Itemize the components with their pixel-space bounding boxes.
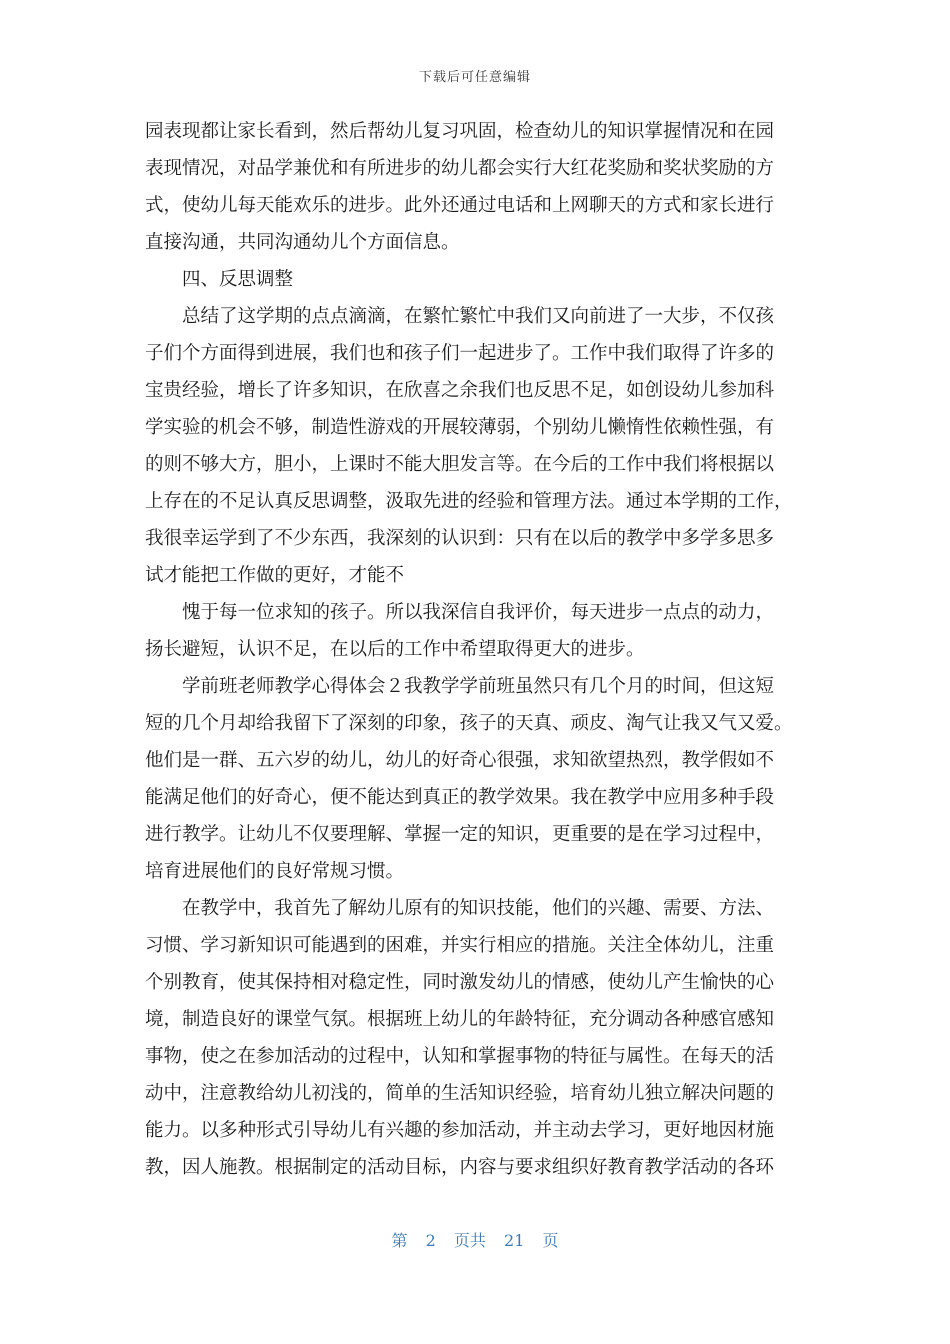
text-line: 教，因人施教。根据制定的活动目标，内容与要求组织好教育教学活动的各环	[145, 1157, 775, 1178]
text-line: 总结了这学期的点点滴滴，在繁忙繁忙中我们又向前进了一大步，不仅孩	[182, 306, 775, 327]
text-line: 上存在的不足认真反思调整，汲取先进的经验和管理方法。通过本学期的工作，	[145, 491, 793, 512]
text-line: 宝贵经验，增长了许多知识，在欣喜之余我们也反思不足，如创设幼儿参加科	[145, 380, 775, 401]
text-line: 境，制造良好的课堂气氛。根据班上幼儿的年龄特征，充分调动各种感官感知	[145, 1009, 775, 1030]
footer-total-pages: 21	[504, 1231, 525, 1250]
text-line: 的则不够大方，胆小，上课时不能大胆发言等。在今后的工作中我们将根据以	[145, 454, 775, 475]
text-line: 表现情况，对品学兼优和有所进步的幼儿都会实行大红花奖励和奖状奖励的方	[145, 158, 775, 179]
text-line: 园表现都让家长看到，然后帮幼儿复习巩固，检查幼儿的知识掌握情况和在园	[145, 121, 775, 142]
footer-di: 第	[391, 1231, 408, 1250]
text-line: 四、反思调整	[182, 269, 294, 290]
page-footer	[0, 1228, 950, 1251]
text-line: 试才能把工作做的更好，才能不	[145, 565, 405, 586]
text-line: 事物，使之在参加活动的过程中，认知和掌握事物的特征与属性。在每天的活	[145, 1046, 775, 1067]
page-header: 下载后可任意编辑	[418, 70, 531, 85]
text-line: 式，使幼儿每天能欢乐的进步。此外还通过电话和上网聊天的方式和家长进行	[145, 195, 775, 216]
text-line: 子们个方面得到进展，我们也和孩子们一起进步了。工作中我们取得了许多的	[145, 343, 775, 364]
text-line: 愧于每一位求知的孩子。所以我深信自我评价，每天进步一点点的动力，	[182, 602, 775, 623]
text-line: 短的几个月却给我留下了深刻的印象，孩子的天真、顽皮、淘气让我又气又爱。	[145, 713, 793, 734]
text-line: 培育进展他们的良好常规习惯。	[145, 861, 405, 882]
text-line: 习惯、学习新知识可能遇到的困难，并实行相应的措施。关注全体幼儿，注重	[145, 935, 775, 956]
text-line: 我很幸运学到了不少东西，我深刻的认识到：只有在以后的教学中多学多思多	[145, 528, 775, 549]
text-line: 学前班老师教学心得体会２我教学学前班虽然只有几个月的时间，但这短	[182, 676, 775, 697]
text-line: 能满足他们的好奇心，便不能达到真正的教学效果。我在教学中应用多种手段	[145, 787, 775, 808]
text-line: 学实验的机会不够，制造性游戏的开展较薄弱，个别幼儿懒惰性依赖性强，有	[145, 417, 775, 438]
document-body	[145, 113, 809, 1186]
text-line: 动中，注意教给幼儿初浅的，简单的生活知识经验，培育幼儿独立解决问题的	[145, 1083, 775, 1104]
text-line: 能力。以多种形式引导幼儿有兴趣的参加活动，并主动去学习，更好地因材施	[145, 1120, 775, 1141]
text-line: 直接沟通，共同沟通幼儿个方面信息。	[145, 232, 460, 253]
text-line: 在教学中，我首先了解幼儿原有的知识技能，他们的兴趣、需要、方法、	[182, 898, 775, 919]
text-line: 进行教学。让幼儿不仅要理解、掌握一定的知识，更重要的是在学习过程中，	[145, 824, 775, 845]
text-line: 扬长避短，认识不足，在以后的工作中希望取得更大的进步。	[145, 639, 645, 660]
text-line: 他们是一群、五六岁的幼儿，幼儿的好奇心很强，求知欲望热烈，教学假如不	[145, 750, 775, 771]
footer-ye: 页	[542, 1231, 559, 1250]
text-line: 个别教育，使其保持相对稳定性，同时激发幼儿的情感，使幼儿产生愉快的心	[145, 972, 775, 993]
footer-ye-gong: 页共	[453, 1231, 486, 1250]
footer-page-number: 2	[425, 1231, 436, 1250]
